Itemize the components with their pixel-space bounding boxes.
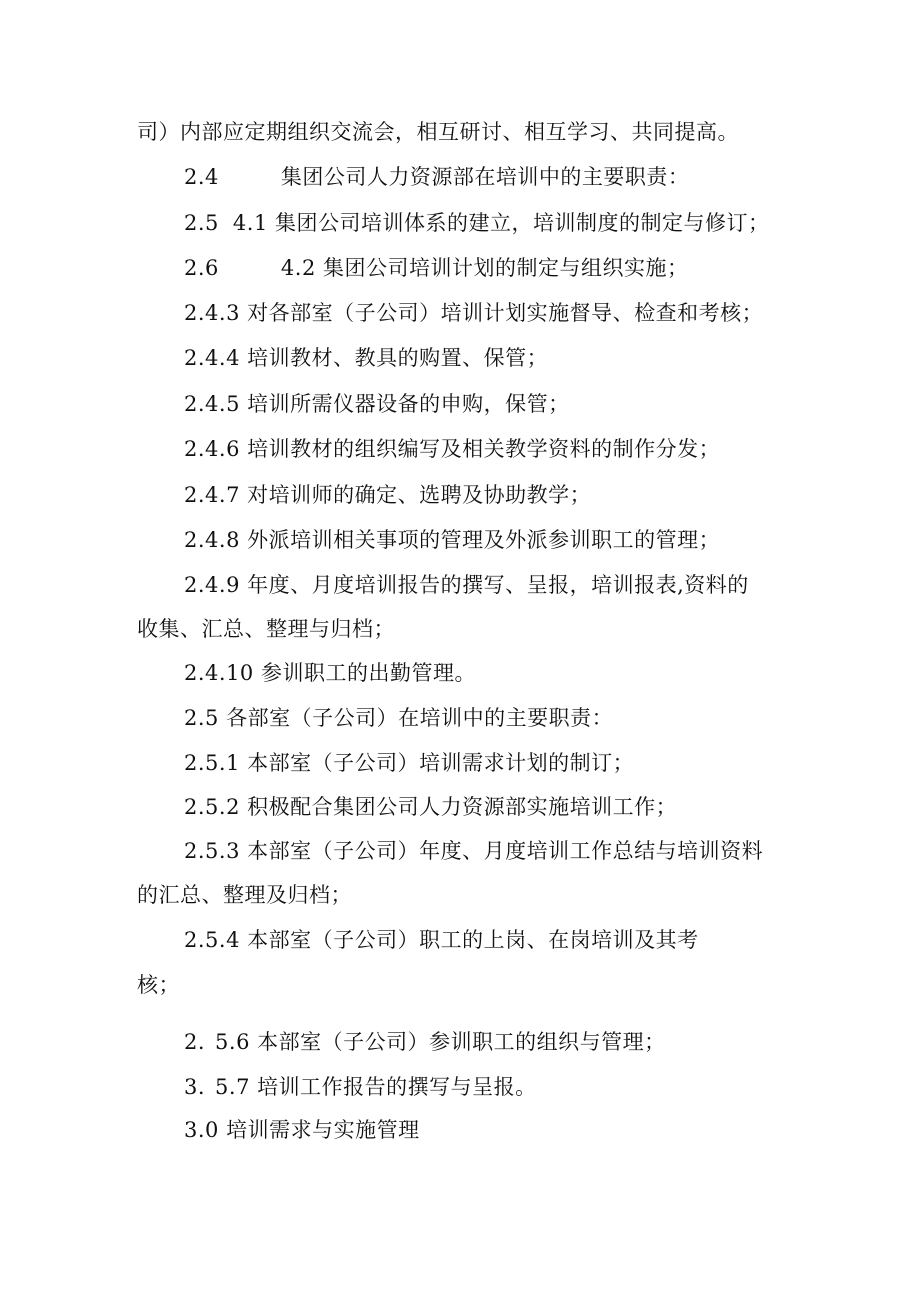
- section-number: 2.5: [184, 211, 219, 235]
- list-number: 3.: [184, 1075, 206, 1099]
- paragraph-line: 2.4.9 年度、月度培训报告的撰写、呈报，培训报表,资料的: [184, 573, 749, 597]
- paragraph-line: 2.4.7 对培训师的确定、选聘及协助教学；: [184, 483, 592, 507]
- paragraph-line: 2.4.10 参训职工的出勤管理。: [184, 661, 476, 685]
- paragraph-line: [184, 1072, 537, 1102]
- list-text: 5.6 本部室（子公司）参训职工的组织与管理；: [215, 1030, 666, 1054]
- paragraph-line: 核；: [137, 973, 180, 997]
- section-heading: 3.0 培训需求与实施管理: [184, 1118, 420, 1142]
- paragraph-line: 2.5.4 本部室（子公司）职工的上岗、在岗培训及其考: [184, 928, 699, 952]
- list-text: 5.7 培训工作报告的撰写与呈报。: [215, 1075, 537, 1099]
- paragraph-line: 2.4.5 培训所需仪器设备的申购，保管；: [184, 392, 570, 416]
- paragraph-line: 2.5.1 本部室（子公司）培训需求计划的制订；: [184, 751, 635, 775]
- paragraph-line: 2.5.3 本部室（子公司）年度、月度培训工作总结与培训资料: [184, 839, 764, 863]
- paragraph-line: 2.5 各部室（子公司）在培训中的主要职责：: [184, 706, 614, 730]
- section-text: 4.2 集团公司培训计划的制定与组织实施；: [280, 256, 689, 280]
- paragraph-line: 2.4.8 外派培训相关事项的管理及外派参训职工的管理；: [184, 528, 721, 552]
- paragraph-line: [184, 208, 769, 238]
- paragraph-line: 2.4.6 培训教材的组织编写及相关教学资料的制作分发；: [184, 437, 721, 461]
- list-number: 2.: [184, 1030, 206, 1054]
- section-number: 2.4: [184, 165, 219, 189]
- paragraph-line: 收集、汇总、整理与归档；: [137, 617, 395, 641]
- paragraph-line: 2.5.2 积极配合集团公司人力资源部实施培训工作；: [184, 795, 678, 819]
- section-text: 4.1 集团公司培训体系的建立，培训制度的制定与修订；: [232, 211, 770, 235]
- paragraph-line: 的汇总、整理及归档；: [137, 883, 352, 907]
- paragraph-line: [184, 253, 688, 283]
- paragraph-line: [184, 1027, 666, 1057]
- paragraph-line: 2.4.3 对各部室（子公司）培训计划实施督导、检查和考核；: [184, 301, 764, 325]
- section-text: 集团公司人力资源部在培训中的主要职责：: [280, 165, 690, 189]
- paragraph-line: [184, 162, 689, 192]
- section-number: 2.6: [184, 256, 219, 280]
- paragraph-line: 2.4.4 培训教材、教具的购置、保管；: [184, 346, 549, 370]
- paragraph-line: 司）内部应定期组织交流会，相互研讨、相互学习、共同提高。: [137, 120, 739, 144]
